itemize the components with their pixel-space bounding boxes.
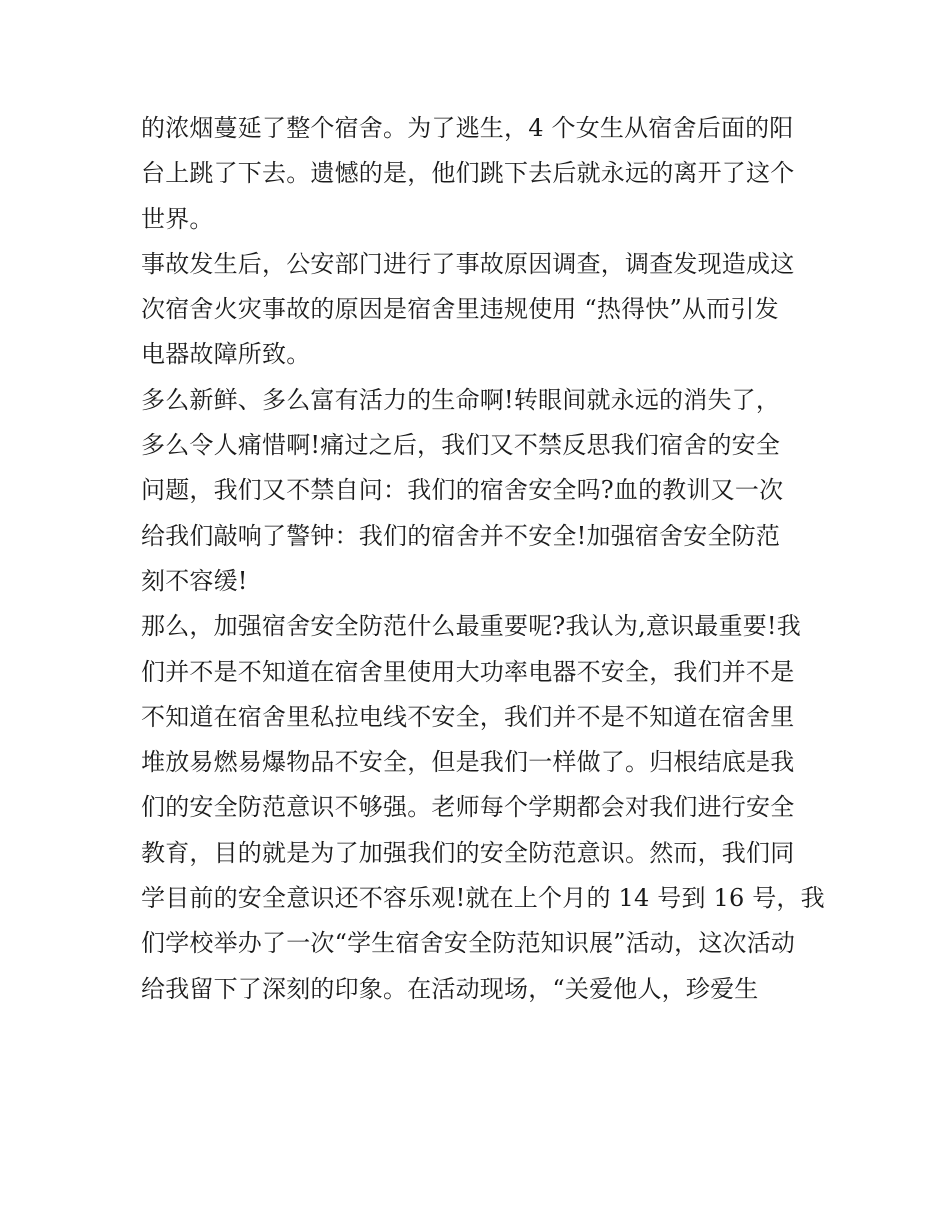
text-line: 那么，加强宿舍安全防范什么最重要呢?我认为,意识最重要!我 [141, 612, 801, 641]
text-line: 多么新鲜、多么富有活力的生命啊!转眼间就永远的消失了， [141, 385, 781, 414]
text-line: 台上跳了下去。遗憾的是，他们跳下去后就永远的离开了这个 [141, 159, 795, 188]
text-line: 的浓烟蔓延了整个宿舍。为了逃生，4 个女生从宿舍后面的阳 [141, 114, 794, 142]
text-line: 不知道在宿舍里私拉电线不安全，我们并不是不知道在宿舍里 [141, 702, 795, 731]
text-line: 多么令人痛惜啊!痛过之后，我们又不禁反思我们宿舍的安全 [141, 431, 781, 460]
text-line: 刻不容缓! [141, 566, 248, 595]
text-line: 次宿舍火灾事故的原因是宿舍里违规使用 “热得快”从而引发 [141, 295, 779, 324]
text-line: 堆放易燃易爆物品不安全，但是我们一样做了。归根结底是我 [141, 748, 795, 777]
text-line: 们的安全防范意识不够强。老师每个学期都会对我们进行安全 [141, 793, 795, 822]
body-text [141, 106, 825, 1012]
text-line: 教育，目的就是为了加强我们的安全防范意识。然而，我们同 [141, 838, 795, 867]
text-line: 给我留下了深刻的印象。在活动现场，“关爱他人，珍爱生 [141, 974, 759, 1003]
text-line: 电器故障所致。 [141, 340, 311, 369]
text-line: 们学校举办了一次“学生宿舍安全防范知识展”活动，这次活动 [141, 929, 796, 958]
text-line: 问题，我们又不禁自问：我们的宿舍安全吗?血的教训又一次 [141, 476, 784, 505]
text-line: 们并不是不知道在宿舍里使用大功率电器不安全，我们并不是 [141, 657, 795, 686]
text-line: 学目前的安全意识还不容乐观!就在上个月的 14 号到 16 号，我 [141, 884, 825, 913]
text-line: 事故发生后，公安部门进行了事故原因调查，调查发现造成这 [141, 249, 795, 278]
text-line: 给我们敲响了警钟：我们的宿舍并不安全!加强宿舍安全防范 [141, 521, 781, 550]
text-line: 世界。 [141, 204, 214, 233]
